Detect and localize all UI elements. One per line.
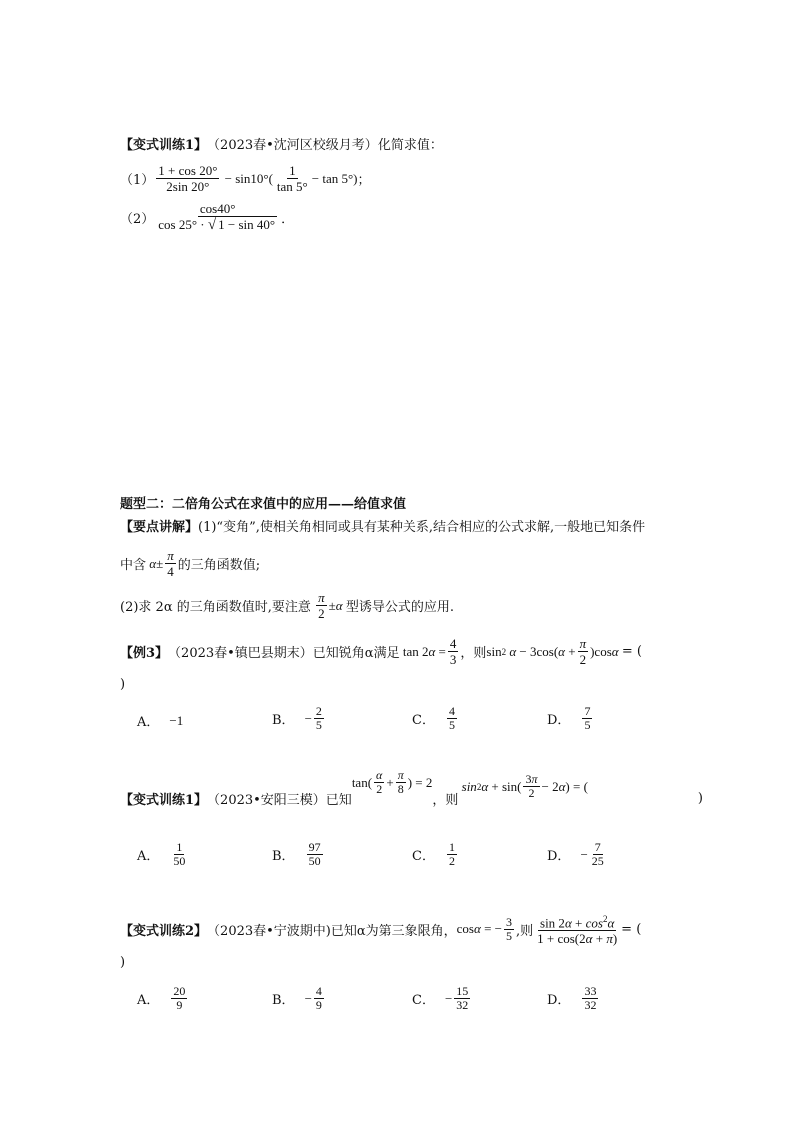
option-a[interactable]: A． $\frac{1}{50}$	[137, 840, 186, 868]
example3-close-paren: )	[120, 677, 126, 692]
practice1-source: （2023春•沈河区校级月考）	[207, 138, 378, 153]
practice2-close-paren: )	[120, 955, 126, 970]
practice1-item1	[120, 163, 371, 194]
item-end: ；	[357, 173, 371, 188]
key-point-1b: 中含 α ± $\frac{\pi}{4}$ 的三角函数值;	[120, 548, 261, 579]
option-c[interactable]: C． $\frac{1}{2}$	[412, 840, 455, 868]
expression-2: $\frac{\cos 40^\circ}{\cos 25^\circ \cdot √ 1 - \sin 40^\circ}$	[158, 201, 276, 233]
item-end: ．	[281, 211, 295, 227]
alpha-pm-pi-over-4: α ± $\frac{\pi}{4}$	[146, 548, 174, 579]
section-title: 题型二：二倍角公式在求值中的应用——给值求值	[120, 497, 407, 512]
expression-practice2: $\frac{\sin 2\alpha + \cos^2\alpha}{1 + \cos(2\alpha + \pi)}$	[537, 914, 618, 947]
pi-over-2-pm-alpha: $\frac{\pi}{2}$ ± α	[318, 590, 343, 621]
option-b[interactable]: B． $\frac{97}{50}$	[272, 840, 321, 868]
option-d[interactable]: D． − $\frac{7}{25}$	[547, 840, 604, 868]
item-label: （1）	[120, 173, 155, 188]
option-c[interactable]: C． − $\frac{15}{32}$	[412, 984, 469, 1012]
key-label: 【要点讲解】	[120, 520, 199, 535]
option-d[interactable]: D． $\frac{33}{32}$	[547, 984, 597, 1012]
practice1b-stem: 【变式训练1】 （2023•安阳三模）已知 tan( $\frac{\alpha}{2}$ + $\frac{\pi}{8}$ ) = 2 ，则 sin 2 α + sin( $\frac{3\pi}{2}$ − 2 α ) = ( )	[120, 768, 703, 808]
expression-practice1b: sin 2 α + sin( $\frac{3\pi}{2}$ − 2 α ) = (	[461, 772, 588, 800]
example3-prefix: 【例3】	[120, 646, 169, 661]
condition-tan2a: tan 2 α = $\frac{4}{3}$	[399, 636, 457, 667]
key-point-2: (2)求 2α 的三角函数值时,要注意 $\frac{\pi}{2}$ ± α 型诱导公式的应用.	[120, 590, 454, 621]
option-a[interactable]: A． −1	[137, 712, 184, 730]
option-a[interactable]: A． $\frac{20}{9}$	[137, 984, 186, 1012]
item-label: （2）	[120, 211, 155, 227]
practice1-header	[120, 134, 443, 153]
practice1-prefix: 【变式训练1】	[120, 138, 208, 153]
condition-tan: tan( $\frac{\alpha}{2}$ + $\frac{\pi}{8}$ ) = 2	[351, 768, 433, 796]
practice2-stem: 【变式训练2】 （2023春•宁波期中)已知α为第三象限角， cos α = − $\frac{3}{5}$ ,则 $\frac{\sin 2\alpha + \cos^2\alpha}{1 + \cos(2\alpha + \pi)}$ = (	[120, 914, 642, 947]
example3-stem: 【例3】 （2023春•镇巴县期末）已知锐角α满足 tan 2 α = $\frac{4}{3}$ ，则 sin 2 α − 3cos( α + $\frac{\pi}{2}$ )cos α = (	[120, 636, 642, 667]
practice1b-prefix: 【变式训练1】	[120, 793, 208, 808]
option-d[interactable]: D． $\frac{7}{5}$	[547, 704, 591, 732]
practice2-prefix: 【变式训练2】	[120, 923, 208, 939]
practice1-task: 化简求值：	[377, 138, 443, 153]
expression-1: $\frac{1 + \cos 20^\circ}{2\sin 20^\circ}$ − sin10°( $\frac{1}{\tan 5^\circ}$ − tan 5°)	[158, 163, 358, 194]
option-b[interactable]: B． − $\frac{2}{5}$	[272, 704, 322, 732]
option-b[interactable]: B． − $\frac{4}{9}$	[272, 984, 322, 1012]
practice1-item2	[120, 201, 294, 233]
option-c[interactable]: C． $\frac{4}{5}$	[412, 704, 455, 732]
expression-example3: sin 2 α − 3cos( α + $\frac{\pi}{2}$ )cos α	[486, 636, 619, 667]
key-point-1a: 【要点讲解】 (1)“变角”,使相关角相同或具有某种关系,结合相应的公式求解,一般地已知条件	[120, 516, 645, 535]
condition-cos: cos α = − $\frac{3}{5}$	[456, 914, 512, 943]
